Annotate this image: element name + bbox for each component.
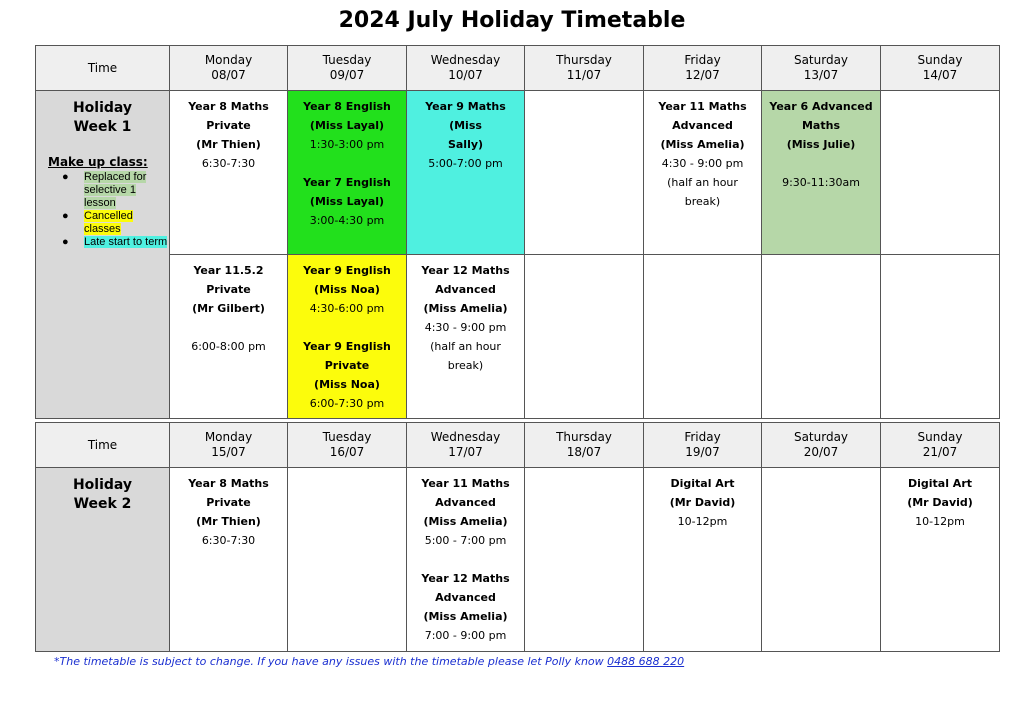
empty-cell [525,255,644,419]
class-cell: Year 9 Maths (Miss Sally) 5:00-7:00 pm [407,91,525,255]
day-header-saturday: Saturday 13/07 [762,46,881,91]
empty-cell [881,255,1000,419]
day-header-friday: Friday 19/07 [644,423,762,468]
week1-timetable [35,45,1000,419]
phone-link[interactable]: 0488 688 220 [607,655,685,668]
empty-cell [525,91,644,255]
footer-note [54,655,684,668]
day-header-wednesday: Wednesday 17/07 [407,423,525,468]
class-cell: Digital Art (Mr David) 10-12pm [644,468,762,652]
makeup-legend [36,171,169,249]
class-cell: Year 8 Maths Private (Mr Thien) 6:30-7:30 [170,91,288,255]
class-cell: Digital Art (Mr David) 10-12pm [881,468,1000,652]
footer-text: *The timetable is subject to change. If you have any issues with the timetable please let Polly know [54,655,608,668]
day-header-thursday: Thursday 11/07 [525,46,644,91]
empty-cell [288,468,407,652]
day-header-wednesday: Wednesday 10/07 [407,46,525,91]
day-header-saturday: Saturday 20/07 [762,423,881,468]
class-cell: Year 8 Maths Private (Mr Thien) 6:30-7:30 [170,468,288,652]
legend-item: ● Cancelled classes [62,210,133,235]
class-cell: Year 6 Advanced Maths (Miss Julie) 9:30-11:30am [762,91,881,255]
week-label-cell [36,468,170,652]
empty-cell [525,468,644,652]
week2-timetable [35,422,1000,652]
day-header-monday: Monday 08/07 [170,46,288,91]
day-header-sunday: Sunday 14/07 [881,46,1000,91]
day-header-tuesday: Tuesday 16/07 [288,423,407,468]
day-header-thursday: Thursday 18/07 [525,423,644,468]
week-label: Holiday Week 2 [72,477,133,512]
class-cell: Year 9 English (Miss Noa) 4:30-6:00 pm Year 9 English Private (Miss Noa) 6:00-7:30 pm [288,255,407,419]
empty-cell [881,91,1000,255]
class-cell: Year 11.5.2 Private (Mr Gilbert) 6:00-8:00 pm [170,255,288,419]
class-cell: Year 11 Maths Advanced (Miss Amelia) 4:30 - 9:00 pm (half an hour break) [644,91,762,255]
day-header-monday: Monday 15/07 [170,423,288,468]
week-label: Holiday Week 1 [72,100,133,135]
day-header-sunday: Sunday 21/07 [881,423,1000,468]
class-cell: Year 11 Maths Advanced (Miss Amelia) 5:00 - 7:00 pm Year 12 Maths Advanced (Miss Amelia) 7:00 - 9:00 pm [407,468,525,652]
week-label-cell [36,91,170,419]
class-cell: Year 8 English (Miss Layal) 1:30-3:00 pm Year 7 English (Miss Layal) 3:00-4:30 pm [288,91,407,255]
empty-cell [762,468,881,652]
day-header-tuesday: Tuesday 09/07 [288,46,407,91]
empty-cell [644,255,762,419]
empty-cell [762,255,881,419]
page-title: 2024 July Holiday Timetable [338,8,686,33]
day-header-friday: Friday 12/07 [644,46,762,91]
class-cell: Year 12 Maths Advanced (Miss Amelia) 4:30 - 9:00 pm (half an hour break) [407,255,525,419]
time-header: Time [36,46,170,91]
time-header: Time [36,423,170,468]
legend-item: ● Replaced for selective 1 lesson [62,171,147,209]
legend-item: ● Late start to term [62,236,168,248]
makeup-title: Make up class: [48,155,148,169]
